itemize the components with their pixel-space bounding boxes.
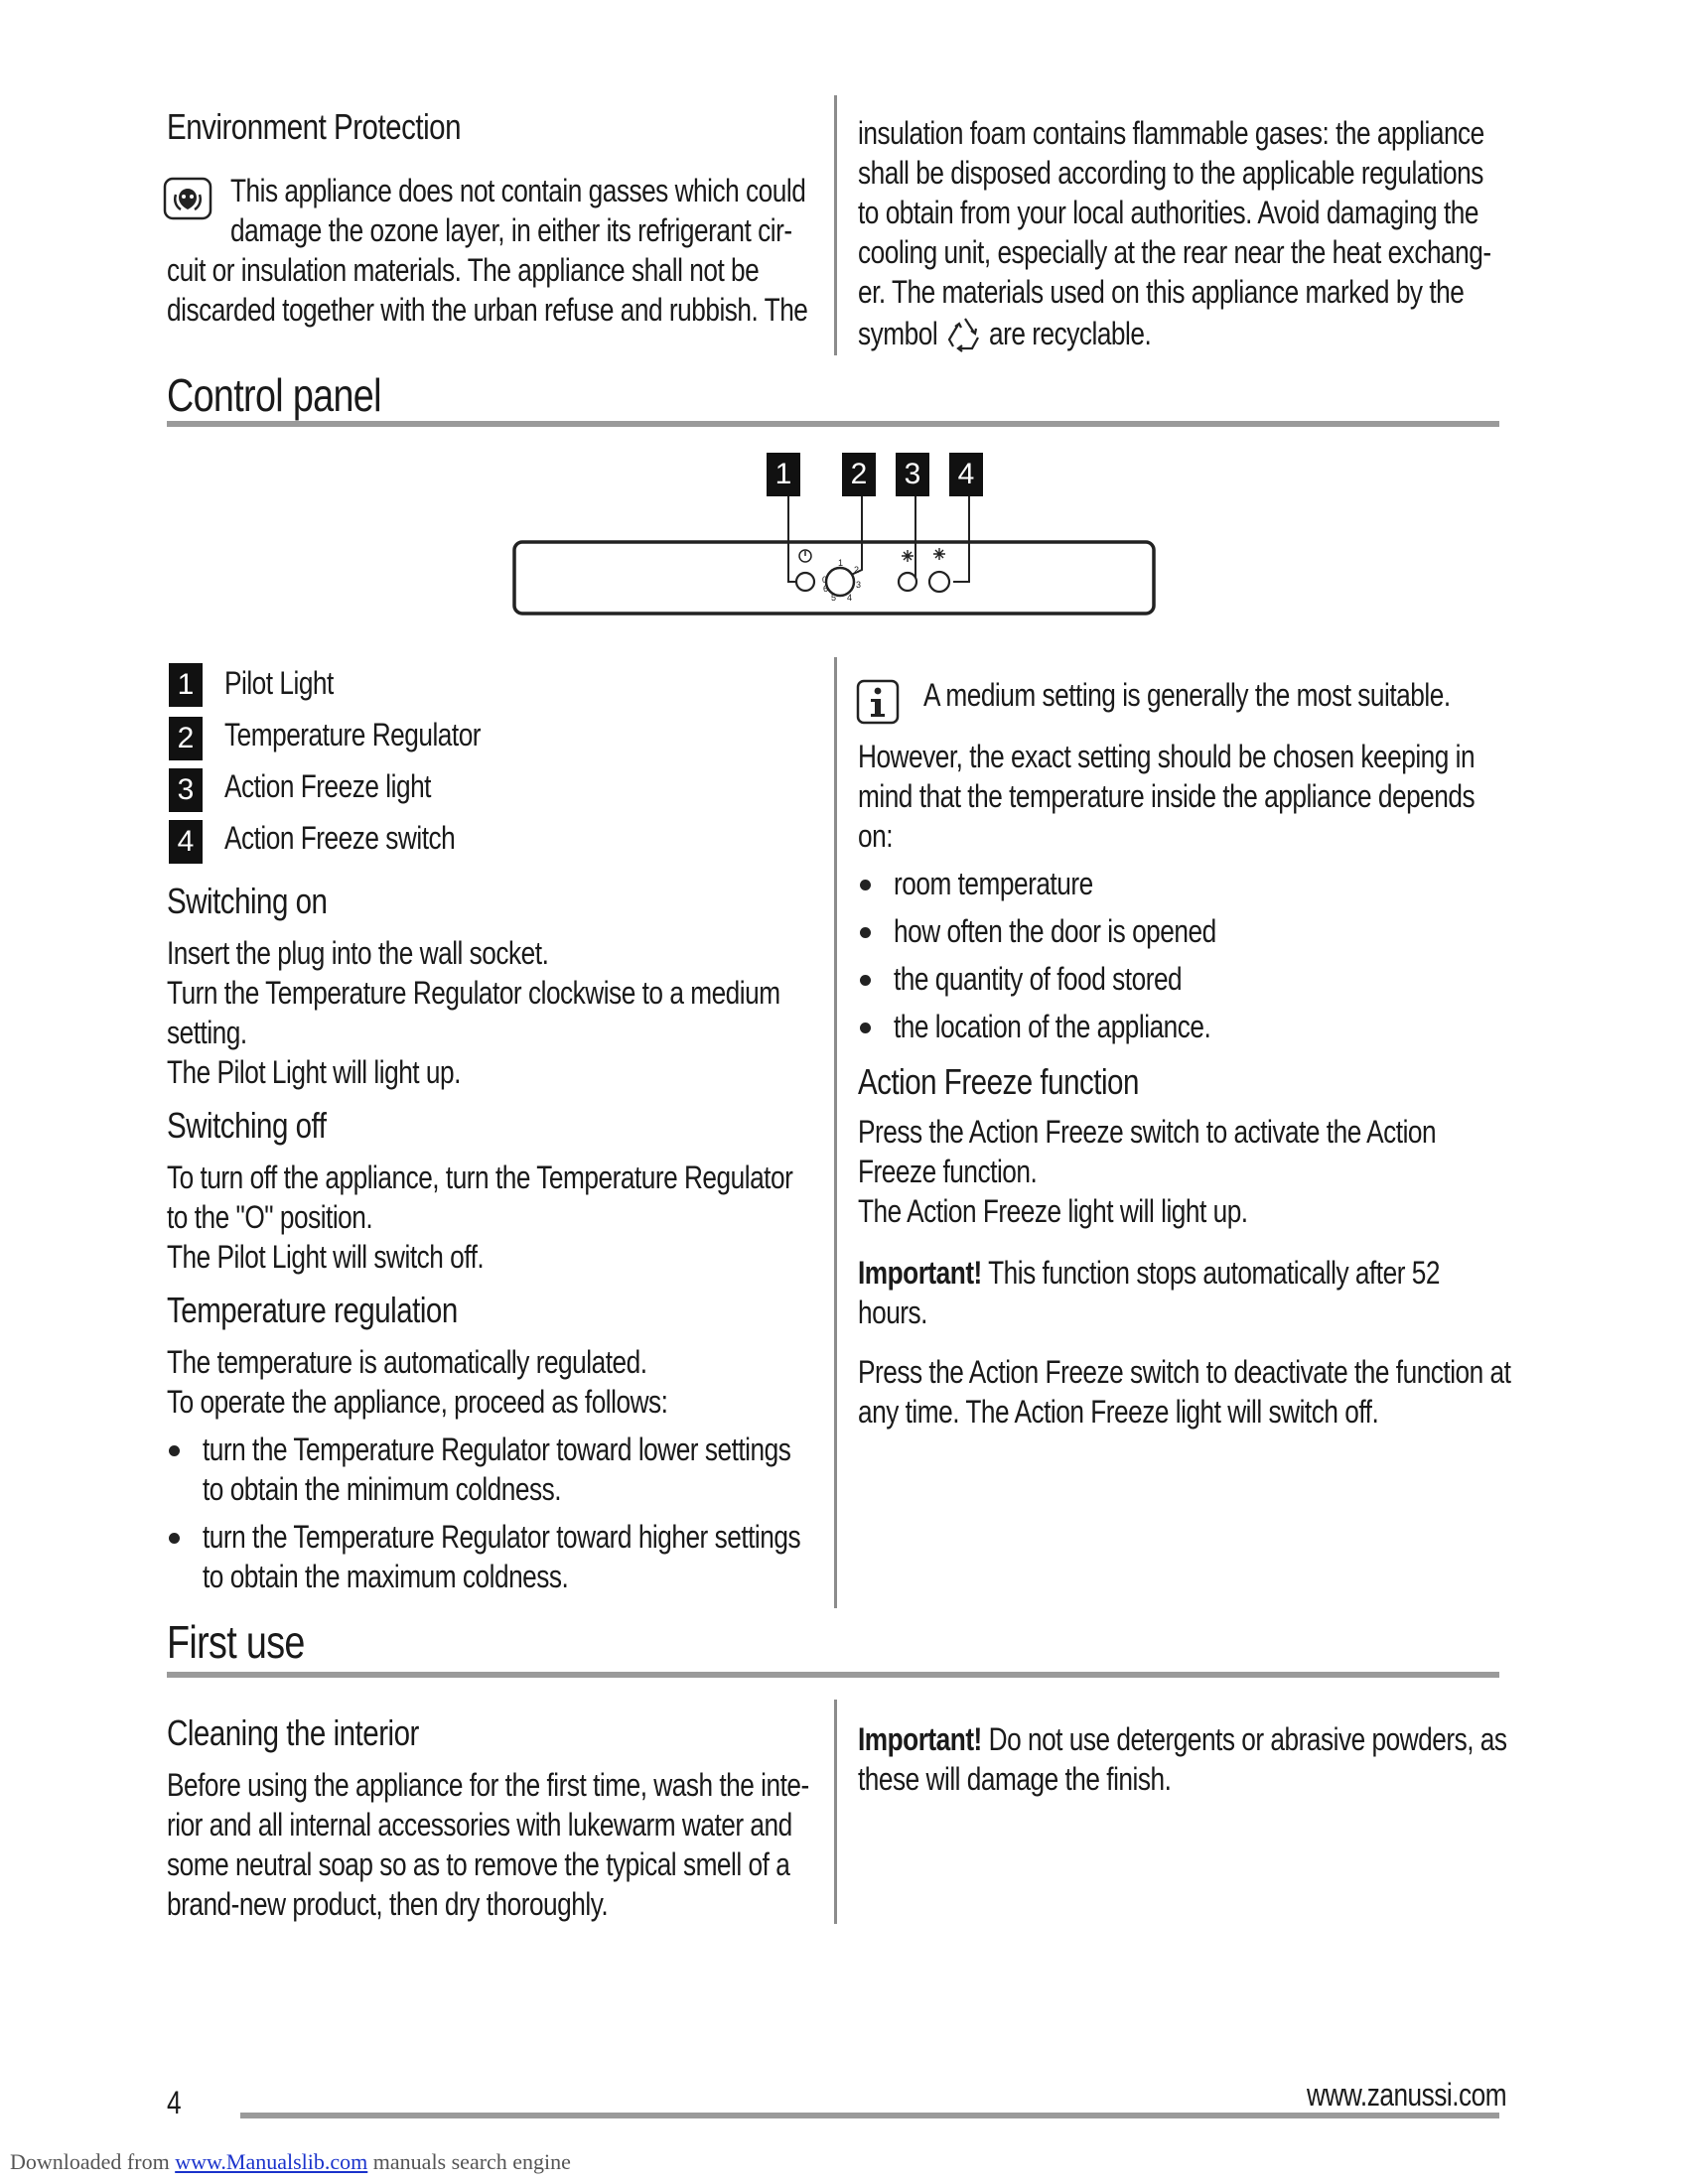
env-right-line-1: insulation foam contains flammable gases: the appliance bbox=[858, 115, 1484, 151]
list-item-text: turn the Temperature Regulator toward lower settings bbox=[203, 1432, 791, 1467]
action-freeze-important bbox=[858, 1253, 1440, 1293]
important-label: Important! bbox=[858, 1255, 982, 1291]
env-symbol-prefix: symbol bbox=[858, 316, 938, 351]
important-text: Do not use detergents or abrasive powders, as bbox=[988, 1721, 1507, 1757]
first-use-rule bbox=[167, 1672, 1499, 1678]
env-right-line-3: to obtain from your local authorities. Avoid damaging the bbox=[858, 195, 1478, 230]
action-freeze-line-3: The Action Freeze light will light up. bbox=[858, 1193, 1248, 1229]
env-right-line-4: cooling unit, especially at the rear near the heat exchang- bbox=[858, 234, 1491, 270]
important-text: This function stops automatically after 52 bbox=[988, 1255, 1440, 1291]
bullet-dot bbox=[860, 1023, 871, 1033]
dial-mark-6: 6 bbox=[823, 584, 829, 594]
env-right-line-5: er. The materials used on this appliance marked by the bbox=[858, 274, 1465, 310]
first-use-heading: First use bbox=[167, 1616, 305, 1668]
callout-4: 4 bbox=[949, 453, 983, 496]
dial-mark-4: 4 bbox=[847, 593, 853, 603]
dial-mark-3: 3 bbox=[856, 580, 862, 590]
temp-reg-heading: Temperature regulation bbox=[167, 1290, 458, 1330]
info-line-1: However, the exact setting should be chosen keeping in bbox=[858, 739, 1476, 774]
cleaning-line-1: Before using the appliance for the first time, wash the inte- bbox=[167, 1767, 809, 1803]
action-freeze-deactivate-2: any time. The Action Freeze light will switch off. bbox=[858, 1394, 1379, 1430]
cleaning-line-4: brand-new product, then dry thoroughly. bbox=[167, 1886, 609, 1922]
switching-on-line-1: Insert the plug into the wall socket. bbox=[167, 935, 549, 971]
legend-num-2: 2 bbox=[169, 717, 203, 760]
env-right-line-2: shall be disposed according to the applicable regulations bbox=[858, 155, 1483, 191]
eco-icon bbox=[163, 177, 212, 220]
callout-1: 1 bbox=[767, 453, 800, 496]
legend-label-action-freeze-light: Action Freeze light bbox=[224, 768, 431, 804]
switching-off-line-2: to the "O" position. bbox=[167, 1199, 373, 1235]
legend-label-temperature-regulator: Temperature Regulator bbox=[224, 717, 482, 752]
page-number: 4 bbox=[167, 2085, 182, 2120]
download-prefix: Downloaded from bbox=[10, 2149, 170, 2174]
bullet-dot bbox=[860, 880, 871, 890]
info-icon bbox=[856, 679, 900, 725]
legend-label-action-freeze-switch: Action Freeze switch bbox=[224, 820, 456, 856]
env-left-line-4: discarded together with the urban refuse and rubbish. The bbox=[167, 292, 808, 328]
control-panel-heading: Control panel bbox=[167, 369, 381, 421]
control-panel-rule bbox=[167, 421, 1499, 427]
list-item-text: the quantity of food stored bbox=[894, 961, 1183, 997]
legend-label-pilot-light: Pilot Light bbox=[224, 665, 334, 701]
recycle-icon bbox=[945, 314, 985, 353]
dial-mark-1: 1 bbox=[838, 558, 844, 568]
switching-on-heading: Switching on bbox=[167, 881, 328, 921]
download-note bbox=[10, 2149, 571, 2175]
list-item-text: the location of the appliance. bbox=[894, 1009, 1211, 1044]
dial-mark-0: 0 bbox=[822, 575, 828, 585]
bullet-dot bbox=[169, 1533, 180, 1544]
legend-num-4: 4 bbox=[169, 820, 203, 864]
action-freeze-important-cont: hours. bbox=[858, 1295, 927, 1330]
info-note: A medium setting is generally the most suitable. bbox=[923, 677, 1451, 713]
bullet-dot bbox=[860, 927, 871, 938]
info-line-3: on: bbox=[858, 818, 894, 854]
cleaning-line-2: rior and all internal accessories with lukewarm water and bbox=[167, 1807, 792, 1843]
callout-2: 2 bbox=[842, 453, 876, 496]
switching-on-line-3: setting. bbox=[167, 1015, 247, 1050]
switching-on-line-4: The Pilot Light will light up. bbox=[167, 1054, 461, 1090]
action-freeze-line-1: Press the Action Freeze switch to activate the Action bbox=[858, 1114, 1437, 1150]
env-symbol-suffix: are recyclable. bbox=[989, 316, 1152, 351]
env-column-divider bbox=[834, 95, 837, 355]
list-item-text: turn the Temperature Regulator toward higher settings bbox=[203, 1519, 801, 1555]
important-label: Important! bbox=[858, 1721, 982, 1757]
switching-on-line-2: Turn the Temperature Regulator clockwise to a medium bbox=[167, 975, 780, 1011]
switching-off-line-3: The Pilot Light will switch off. bbox=[167, 1239, 485, 1275]
env-heading: Environment Protection bbox=[167, 106, 462, 147]
switching-off-heading: Switching off bbox=[167, 1105, 327, 1146]
action-freeze-heading: Action Freeze function bbox=[858, 1061, 1139, 1102]
dial-mark-5: 5 bbox=[831, 593, 837, 603]
control-panel-diagram bbox=[506, 453, 1162, 621]
env-left-line-1: This appliance does not contain gasses which could bbox=[230, 173, 806, 208]
first-use-important bbox=[858, 1719, 1507, 1759]
action-freeze-deactivate-1: Press the Action Freeze switch to deactivate the function at bbox=[858, 1354, 1511, 1390]
website-label: www.zanussi.com bbox=[1307, 2077, 1507, 2113]
action-freeze-line-2: Freeze function. bbox=[858, 1154, 1038, 1189]
legend-num-3: 3 bbox=[169, 768, 203, 812]
info-line-2: mind that the temperature inside the appliance depends bbox=[858, 778, 1476, 814]
bullet-dot bbox=[860, 975, 871, 986]
manualslib-link[interactable]: www.Manualslib.com bbox=[175, 2149, 368, 2174]
cleaning-line-3: some neutral soap so as to remove the typical smell of a bbox=[167, 1846, 790, 1882]
list-item-text-cont: to obtain the maximum coldness. bbox=[203, 1559, 569, 1594]
download-suffix: manuals search engine bbox=[372, 2149, 571, 2174]
legend-num-1: 1 bbox=[169, 663, 203, 707]
list-item-text: how often the door is opened bbox=[894, 913, 1216, 949]
env-left-line-2: damage the ozone layer, in either its refrigerant cir- bbox=[230, 212, 792, 248]
temp-reg-line-2: To operate the appliance, proceed as follows: bbox=[167, 1384, 668, 1420]
env-left-line-3: cuit or insulation materials. The appliance shall not be bbox=[167, 252, 760, 288]
first-use-important-cont: these will damage the finish. bbox=[858, 1761, 1172, 1797]
temp-reg-line-1: The temperature is automatically regulated. bbox=[167, 1344, 647, 1380]
bullet-dot bbox=[169, 1445, 180, 1456]
cleaning-heading: Cleaning the interior bbox=[167, 1712, 419, 1753]
switching-off-line-1: To turn off the appliance, turn the Temperature Regulator bbox=[167, 1160, 793, 1195]
list-item-text: room temperature bbox=[894, 866, 1093, 901]
middle-column-divider bbox=[834, 657, 837, 1608]
callout-3: 3 bbox=[896, 453, 929, 496]
first-use-column-divider bbox=[834, 1700, 837, 1924]
list-item-text-cont: to obtain the minimum coldness. bbox=[203, 1471, 562, 1507]
dial-mark-2: 2 bbox=[854, 565, 860, 575]
